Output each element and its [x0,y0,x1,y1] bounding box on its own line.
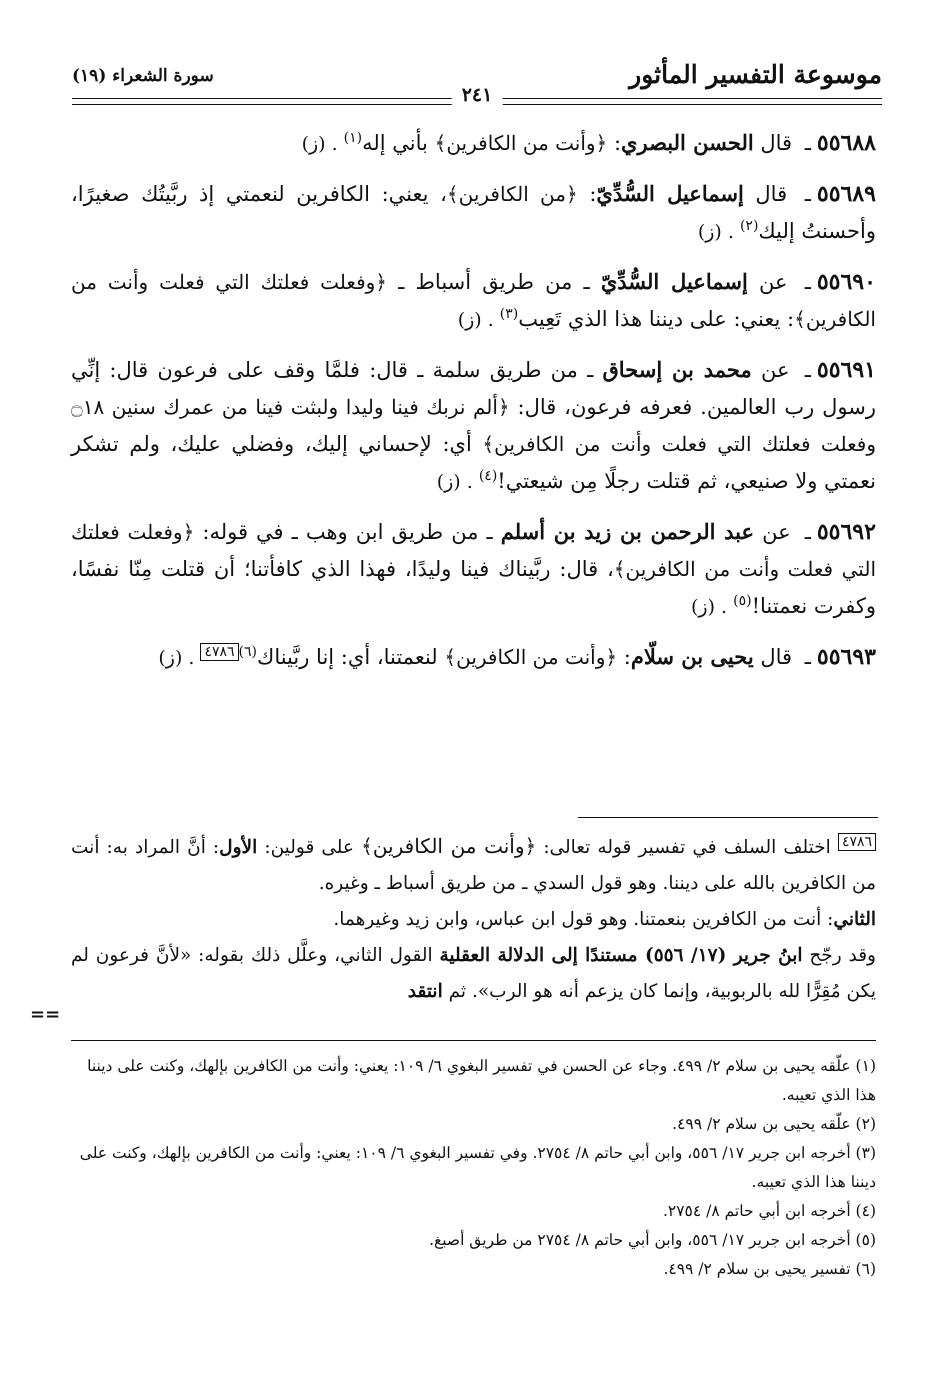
athar-text: أي: لإحساني إليك، وفضلي عليك، ولم تشكر نعمتي ولا صنيعي، ثم قتلت رجلًا مِن شيعتي! [71,432,876,493]
athar-intro: قال [760,645,793,669]
athar-number: ٥٥٦٨٨ [816,130,876,156]
continuation-mark: == [30,1004,61,1025]
narrator-name: إسماعيل السُّدِّيّ [596,181,744,206]
running-header [72,58,882,106]
footnote-rule [71,1040,876,1041]
commentary-text: وقد رجّح [809,945,876,966]
athar-intro: عن [758,270,788,294]
commentary-text: على قولين: [264,837,354,858]
quran-verse: ﴿وأنت من الكافرين﴾ [444,645,618,669]
source-code: . (ز) [457,309,494,331]
athar-entry: ٥٥٦٩٣ـ قال يحيى بن سلّام: ﴿وأنت من الكافرين﴾ لنعمتنا، أي: إنا ربَّيناك$^{(٦)}$٤٧٨٦. (ز) [158,644,876,670]
footnote-ref: (٣) [499,306,519,322]
footnote-ref: (٥) [733,593,752,609]
athar-intro: قال [760,131,793,155]
athar-chain: ـ من طريق ابن وهب ـ في قوله: [202,520,493,544]
commentary-emphasis: ابنُ جرير (١٧/ ٥٥٦) مستندًا إلى الدلالة العقلية [439,945,803,966]
athar-entry: ٥٥٦٩٢ـ عن عبد الرحمن بن زيد بن أسلم ـ من طريق ابن وهب ـ في قوله: ﴿وفعلت فعلتك التي فعلت وأنت من الكافرين﴾، قال: ربَّيناك فينا وليدًا، فهذا الذي كافأتنا؛ أن قتلت مِنّا نفسًا، وكفرت نعمتنا!$^{(٥)}$. (ز) [71,519,876,618]
athar-text: ، قال: ربَّيناك فينا وليدًا، فهذا الذي كافأتنا؛ أن قتلت مِنّا نفسًا، وكفرت نعمتنا! [71,557,876,618]
quran-verse: ﴿وفعلت فعلتك التي فعلت وأنت من الكافرين﴾ [71,520,876,581]
footnote: (٦) تفسير يحيى بن سلام ٢/ ٤٩٩. [663,1260,876,1278]
athar-number: ٥٥٦٩٠ [816,269,876,295]
source-code: . (ز) [436,471,473,493]
athar-entry: ٥٥٦٨٨ـ قال الحسن البصري: ﴿وأنت من الكافرين﴾ بأني إله$^{(١)}$. (ز) [301,130,876,156]
quran-verse: ﴿من الكافرين﴾ [446,182,578,206]
athar-text: : يعني: على ديننا هذا الذي تَعِيب [518,307,795,331]
quran-verse: ﴿ألم نربك فينا وليدا ولبثت فينا من عمرك سنين ۝١٨ وفعلت فعلتك التي فعلت وأنت من الكافرين﴾ [71,395,876,456]
athar-list [71,124,876,689]
narrator-name: الحسن البصري [621,130,754,155]
athar-chain: : [589,182,597,206]
commentary-ref-box[interactable]: ٤٧٨٦ [200,643,238,661]
commentary-text: اختلف السلف في تفسير قوله تعالى: [543,837,831,858]
commentary-para [71,938,876,1010]
footnote-ref: (١) [343,130,363,146]
athar-intro: عن [760,358,790,382]
footnote: (٤) أخرجه ابن أبي حاتم ٨/ ٢٧٥٤. [662,1202,876,1220]
athar-entry: ٥٥٦٩٠ـ عن إسماعيل السُّدِّيّ ـ من طريق أسباط ـ ﴿وفعلت فعلتك التي فعلت وأنت من الكافرين﴾: يعني: على ديننا هذا الذي تَعِيب$^{(٣)}$. (ز) [71,269,876,331]
athar-text: بأني إله [362,131,428,155]
athar-number: ٥٥٦٨٩ [816,181,876,207]
quran-verse: ﴿وأنت من الكافرين﴾ [434,131,608,155]
narrator-name: إسماعيل السُّدِّيّ [600,269,748,294]
quran-verse: ﴿وأنت من الكافرين﴾ [361,834,537,858]
source-code: . (ز) [158,647,195,669]
athar-intro: عن [762,520,791,544]
athar-number: ٥٥٦٩٢ [816,519,876,545]
commentary-emphasis: انتقد [407,981,443,1002]
athar-number: ٥٥٦٩١ [816,357,876,383]
narrator-name: محمد بن إسحاق [602,357,752,382]
book-title: موسوعة التفسير المأثور [629,60,882,89]
athar-chain: : [613,131,622,155]
source-code: . (ز) [691,596,728,618]
narrator-name: يحيى بن سلّام [630,644,754,669]
commentary-text: القول الثاني، وعلَّل ذلك بقوله: «لأنَّ فرعون لم يكن مُقِرًّا لله بالربوبية، وإنما كان يزعم أنه هو الرب». ثم [71,945,876,1002]
source-code: . (ز) [301,133,338,155]
commentary-text: : أنَّ المراد به: أنت من الكافرين بالله على ديننا. وهو قول السدي ـ من طريق أسباط ـ وغيره. [71,837,876,894]
athar-entry: ٥٥٦٩١ـ عن محمد بن إسحاق ـ من طريق سلمة ـ قال: فلمَّا وقف على فرعون قال: إنِّي رسول رب العالمين. فعرفه فرعون، قال: ﴿ألم نربك فينا وليدا ولبثت فينا من عمرك سنين ۝١٨ وفعلت فعلتك التي فعلت وأنت من الكافرين﴾ أي: لإحساني إليك، وفضلي عليك، ولم تشكر نعمتي ولا صنيعي، ثم قتلت رجلًا مِن شيعتي!$^{(٤)}$. (ز) [71,357,876,493]
narrator-name: عبد الرحمن بن زيد بن أسلم [500,519,755,544]
source-code: . (ز) [697,221,734,243]
athar-text: ، يعني: الكافرين لنعمتي إذ ربَّيتُك صغيرًا، وأحسنتُ إليك [71,182,876,243]
quran-verse: ﴿وفعلت فعلتك التي فعلت وأنت من الكافرين﴾ [71,270,876,331]
footnote: (٣) أخرجه ابن جرير ١٧/ ٥٥٦، وابن أبي حاتم ٨/ ٢٧٥٤. وفي تفسير البغوي ٦/ ١٠٩: يعني: وأنت من الكافرين بإلهك، وكنت على ديننا هذا الذي تعيبه. [79,1144,876,1191]
footnotes [71,1052,876,1284]
commentary [71,828,876,1010]
opinion-label: الثاني [833,909,876,930]
commentary-number-box: ٤٧٨٦ [838,833,876,851]
commentary-para [71,902,876,938]
commentary-text: : أنت من الكافرين بنعمتنا. وهو قول ابن عباس، وابن زيد وغيرهما. [333,909,834,930]
surah-label: سورة الشعراء (١٩) [72,66,214,86]
footnote: (٥) أخرجه ابن جرير ١٧/ ٥٥٦، وابن أبي حاتم ٨/ ٢٧٥٤ من طريق أصبغ. [429,1231,876,1249]
athar-entry: ٥٥٦٨٩ـ قال إسماعيل السُّدِّيّ: ﴿من الكافرين﴾، يعني: الكافرين لنعمتي إذ ربَّيتُك صغيرًا، وأحسنتُ إليك$^{(٢)}$. (ز) [71,181,876,243]
opinion-label: الأول [219,837,258,858]
footnote: (٢) علّقه يحيى بن سلام ٢/ ٤٩٩. [672,1115,876,1133]
page-number: ٢٤١ [452,84,503,106]
athar-chain: ـ من طريق أسباط ـ [398,270,590,294]
footnote: (١) علّقه يحيى بن سلام ٢/ ٤٩٩. وجاء عن الحسن في تفسير البغوي ٦/ ١٠٩: يعني: وأنت من الكافرين بإلهك، وكنت على ديننا هذا الذي تعيبه. [87,1057,876,1104]
commentary-divider [578,817,878,818]
athar-intro: قال [755,182,788,206]
athar-number: ٥٥٦٩٣ [816,644,876,670]
athar-text: لنعمتنا، أي: إنا ربَّيناك [257,645,438,669]
footnote-ref: (٤) [478,468,498,484]
commentary-para [71,828,876,902]
footnote-ref: (٦) [238,644,258,660]
athar-chain: : [623,645,631,669]
footnote-ref: (٢) [739,218,759,234]
athar-chain: ـ من طريق سلمة ـ قال: فلمَّا وقف على فرعون قال: إنِّي رسول رب العالمين. فعرفه فرعون، قال: [71,358,876,419]
